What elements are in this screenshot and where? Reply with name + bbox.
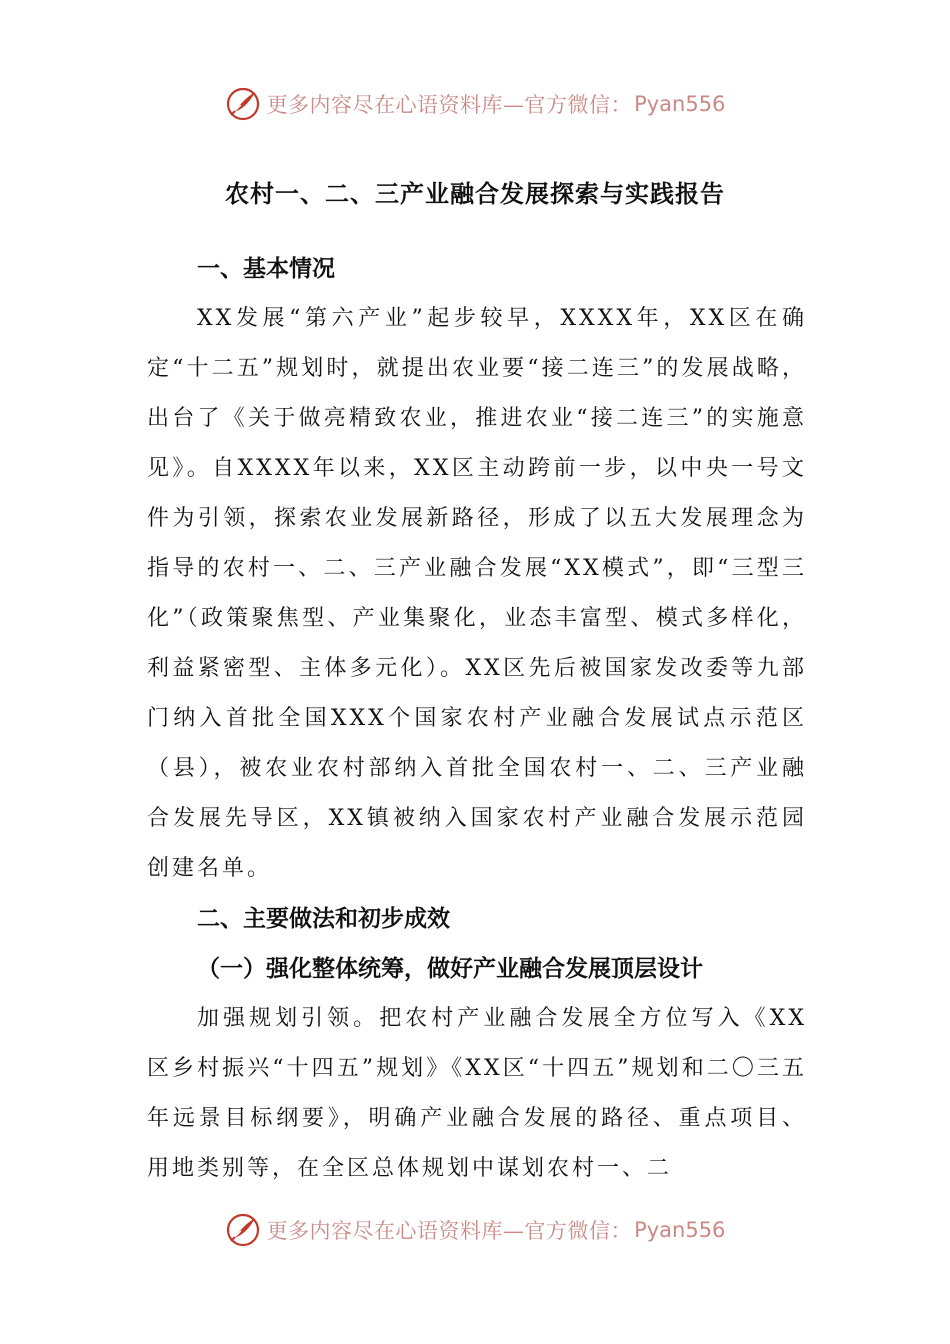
paragraph-basic-situation: XX发展“第六产业”起步较早，XXXX年，XX区在确定“十二五”规划时，就提出农业要“接二连三”的发展战略，出台了《关于做亮精致农业，推进农业“接二连三”的实施意见》。自XXXX年以来，XX区主动跨前一步，以中央一号文件为引领，探索农业发展新路径，形成了以五大发展理念为指导的农村一、二、三产业融合发展“XX模式”，即“三型三化”（政策聚焦型、产业集聚化，业态丰富型、模式多样化，利益紧密型、主体多元化）。XX区先后被国家发改委等九部门纳入首批全国XXX个国家农村产业融合发展试点示范区（县），被农业农村部纳入首批全国农村一、二、三产业融合发展先导区，XX镇被纳入国家农村产业融合发展示范园创建名单。 [147, 306, 807, 881]
section-heading-basic-situation: 一、基本情况 [197, 256, 335, 282]
quill-logo-icon [225, 1212, 261, 1248]
section-heading-main-practices: 二、主要做法和初步成效 [197, 906, 450, 932]
watermark-footer [0, 1208, 950, 1252]
document-body [147, 244, 807, 1194]
document-title: 农村一、二、三产业融合发展探索与实践报告 [225, 180, 725, 208]
watermark-text: 更多内容尽在心语资料库—官方微信： [266, 93, 633, 117]
paragraph-planning-guidance: 加强规划引领。把农村产业融合发展全方位写入《XX区乡村振兴“十四五”规划》《XX区“十四五”规划和二〇三五年远景目标纲要》，明确产业融合发展的路径、重点项目、用地类别等，在全区总体规划中谋划农村一、二 [147, 1006, 807, 1181]
subsection-heading-overall-planning: （一）强化整体统筹，做好产业融合发展顶层设计 [197, 956, 703, 982]
watermark-wechat-id: Pyan556 [634, 1218, 726, 1242]
watermark-wechat-id: Pyan556 [634, 92, 726, 116]
watermark-header [0, 82, 950, 126]
quill-logo-icon [225, 86, 261, 122]
watermark-text: 更多内容尽在心语资料库—官方微信： [266, 1219, 633, 1243]
